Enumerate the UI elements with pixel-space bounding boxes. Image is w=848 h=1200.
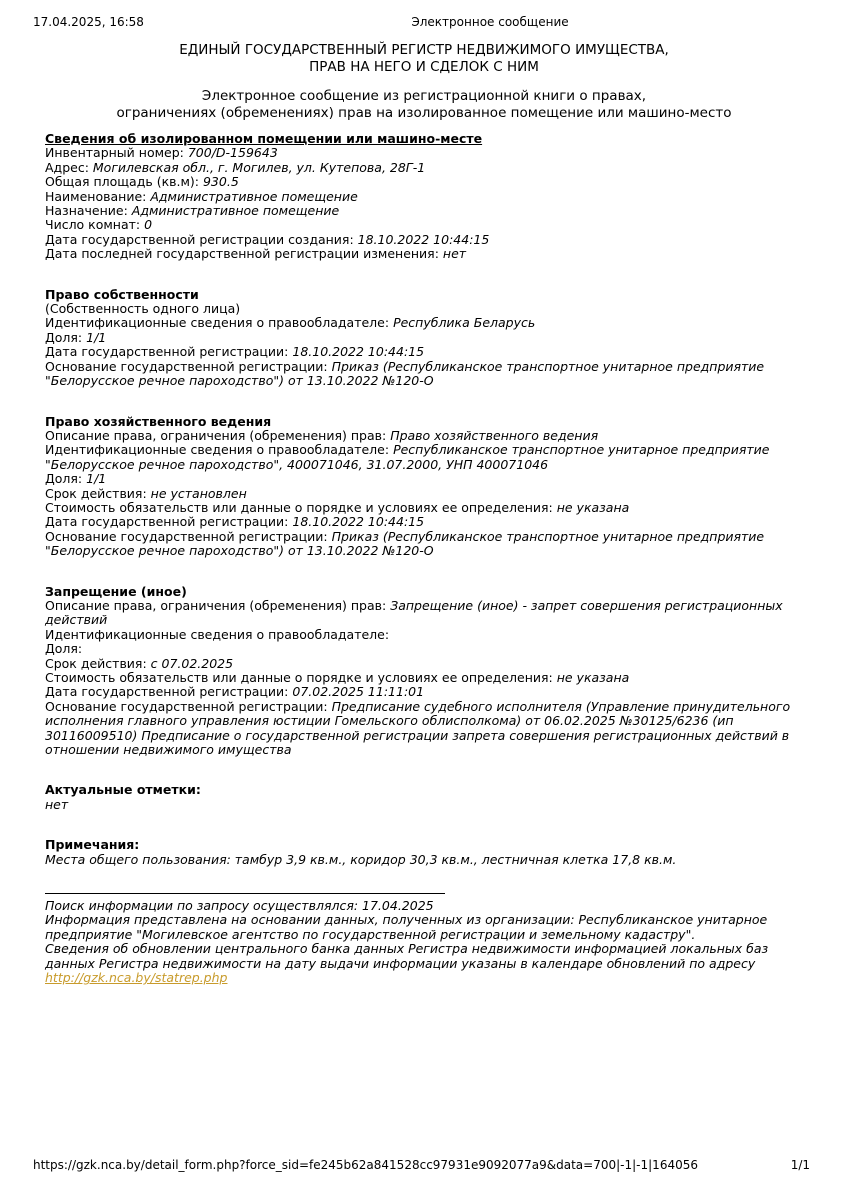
field-row (45, 161, 803, 175)
field-row (45, 798, 803, 812)
field-row (45, 429, 803, 443)
footnote-block (45, 899, 803, 985)
field-label: Срок действия: (45, 485, 147, 501)
field-row (45, 316, 803, 330)
field-row (45, 302, 803, 316)
field-label: Идентификационные сведения о правообладателе: (45, 442, 390, 458)
field-value: Места общего пользования: тамбур 3,9 кв.м., коридор 30,3 кв.м., лестничная клетка 17,8 кв.м. (45, 851, 677, 867)
field-value: Предписание судебного исполнителя (Управление принудительного исполнения главного управления юстиции Гомельского облисполкома) от 06.02.2025 №30125/6236 (ип 30116009510) Предписание о государственной регистрации запрета совершения регистрационных действий в отношении недвижимого имущества (45, 698, 791, 758)
field-row (45, 233, 803, 247)
field-value: не указана (556, 670, 630, 685)
field-row (45, 515, 803, 529)
section-rows (45, 853, 803, 867)
field-value: 18.10.2022 10:44:15 (357, 231, 490, 247)
browser-print-footer (33, 1158, 810, 1172)
field-row (45, 175, 803, 189)
field-value: Приказ (Республиканское транспортное унитарное предприятие "Белорусское речное пароходство") от 13.10.2022 №120-О (45, 358, 765, 389)
field-label: Число комнат: (45, 217, 141, 233)
field-value: не установлен (150, 485, 247, 501)
section-heading: Примечания: (45, 837, 140, 853)
register-title-line1: ЕДИНЫЙ ГОСУДАРСТВЕННЫЙ РЕГИСТР НЕДВИЖИМОГО ИМУЩЕСТВА, (179, 42, 669, 58)
message-subtitle-line1: Электронное сообщение из регистрационной книги о правах, (201, 88, 647, 104)
field-value: Запрещение (иное) - запрет совершения регистрационных действий (45, 597, 783, 628)
field-label: Описание права, ограничения (обременения) прав: (45, 597, 387, 613)
field-row (45, 685, 803, 699)
field-row (45, 345, 803, 359)
section-heading: Право хозяйственного ведения (45, 413, 272, 429)
section-rows (45, 798, 803, 812)
field-value: Право хозяйственного ведения (390, 427, 599, 443)
section-actual-marks (45, 783, 803, 812)
field-label: Дата последней государственной регистрации изменения: (45, 246, 439, 262)
field-value: 700/D-159643 (187, 145, 278, 161)
field-label: Общая площадь (кв.м): (45, 174, 199, 190)
field-value: Административное помещение (131, 203, 340, 219)
print-datetime: 17.04.2025, 16:58 (33, 15, 144, 29)
field-value: Могилевская обл., г. Могилев, ул. Кутепова, 28Г-1 (92, 159, 426, 175)
field-row (45, 218, 803, 232)
field-label: Дата государственной регистрации: (45, 514, 289, 530)
message-subtitle (45, 88, 803, 122)
field-value: нет (442, 246, 467, 262)
register-title-line2: ПРАВ НА НЕГО И СДЕЛОК С НИМ (309, 59, 539, 75)
field-label: Описание права, ограничения (обременения) прав: (45, 427, 387, 443)
field-row (45, 599, 803, 628)
section-economic-management-right (45, 415, 803, 559)
field-row (45, 628, 803, 642)
print-doc-title: Электронное сообщение (411, 15, 569, 29)
message-subtitle-line2: ограничениях (обременениях) прав на изолированное помещение или машино-место (116, 105, 732, 121)
print-page-number: 1/1 (790, 1158, 810, 1172)
footnote-update-info: Сведения об обновлении центрального банка данных Регистра недвижимости информацией локальных баз данных Регистра недвижимости на дату выдачи информации указаны в календаре обновлений по адресу (45, 941, 769, 971)
field-label: Назначение: (45, 203, 128, 219)
field-value: с 07.02.2025 (150, 655, 234, 671)
field-value: нет (45, 796, 69, 812)
section-notes (45, 838, 803, 867)
field-value: 0 (144, 217, 153, 233)
field-label: Доля: (45, 641, 83, 657)
print-page-url: https://gzk.nca.by/detail_form.php?force_sid=fe245b62a841528cc97931e9092077a9&data=700|-1|-1|164056 (33, 1158, 698, 1172)
section-heading: Сведения об изолированном помещении или машино-месте (45, 131, 483, 146)
field-label: Дата государственной регистрации: (45, 344, 289, 360)
field-value: 1/1 (86, 471, 107, 487)
field-label: Адрес: (45, 159, 89, 175)
field-value: Приказ (Республиканское транспортное унитарное предприятие "Белорусское речное пароходство") от 13.10.2022 №120-О (45, 528, 765, 559)
field-row (45, 853, 803, 867)
section-heading: Право собственности (45, 286, 199, 302)
field-label: Основание государственной регистрации: (45, 528, 328, 544)
section-ownership-right (45, 288, 803, 389)
section-object-info (45, 132, 803, 262)
field-value: Административное помещение (150, 188, 358, 204)
field-label: Стоимость обязательств или данные о порядке и условиях ее определения: (45, 670, 553, 685)
section-heading: Запрещение (иное) (45, 583, 187, 599)
section-prohibition (45, 585, 803, 758)
field-label: Срок действия: (45, 655, 147, 671)
field-row (45, 487, 803, 501)
footnote-source-org: Информация представлена на основании данных, полученных из организации: Республиканское унитарное предприятие "Могилевское агентство по государственной регистрации и земельному кадастру". (45, 912, 768, 942)
field-label: Стоимость обязательств или данные о порядке и условиях ее определения: (45, 499, 553, 515)
field-label: Доля: (45, 471, 83, 487)
field-label: Дата государственной регистрации создания: (45, 231, 354, 247)
field-value: Республика Беларусь (393, 315, 536, 331)
field-row (45, 530, 803, 559)
field-label: Инвентарный номер: (45, 145, 184, 161)
field-row (45, 642, 803, 656)
field-row (45, 146, 803, 160)
field-label: (Собственность одного лица) (45, 301, 241, 317)
field-label: Основание государственной регистрации: (45, 698, 328, 714)
section-rows (45, 146, 803, 261)
field-row (45, 360, 803, 389)
field-value: 930.5 (202, 174, 239, 190)
field-row (45, 443, 803, 472)
field-value: Республиканское транспортное унитарное предприятие "Белорусское речное пароходство", 400071046, 31.07.2000, УНП 400071046 (45, 442, 770, 472)
field-value: 07.02.2025 11:11:01 (292, 684, 425, 700)
field-label: Дата государственной регистрации: (45, 684, 289, 700)
register-title (45, 42, 803, 76)
field-row (45, 700, 803, 758)
field-label: Наименование: (45, 188, 147, 204)
section-heading: Актуальные отметки: (45, 782, 201, 798)
field-value: 1/1 (86, 329, 107, 345)
field-label: Основание государственной регистрации: (45, 358, 328, 374)
section-rows (45, 302, 803, 388)
footnote-search-date: Поиск информации по запросу осуществлялся: 17.04.2025 (45, 898, 434, 914)
field-row (45, 331, 803, 345)
field-row (45, 247, 803, 261)
field-label: Идентификационные сведения о правообладателе: (45, 315, 390, 331)
section-rows (45, 599, 803, 757)
field-row (45, 657, 803, 671)
field-row (45, 190, 803, 204)
field-row (45, 671, 803, 685)
field-row (45, 501, 803, 515)
field-row (45, 204, 803, 218)
field-value: 18.10.2022 10:44:15 (292, 344, 425, 360)
footnote-separator-line (45, 893, 445, 894)
statrep-link[interactable]: http://gzk.nca.by/statrep.php (45, 970, 228, 986)
field-value: не указана (556, 499, 630, 515)
field-row (45, 472, 803, 486)
section-rows (45, 429, 803, 559)
field-label: Доля: (45, 329, 83, 345)
field-label: Идентификационные сведения о правообладателе: (45, 626, 390, 642)
field-value: 18.10.2022 10:44:15 (292, 514, 425, 530)
